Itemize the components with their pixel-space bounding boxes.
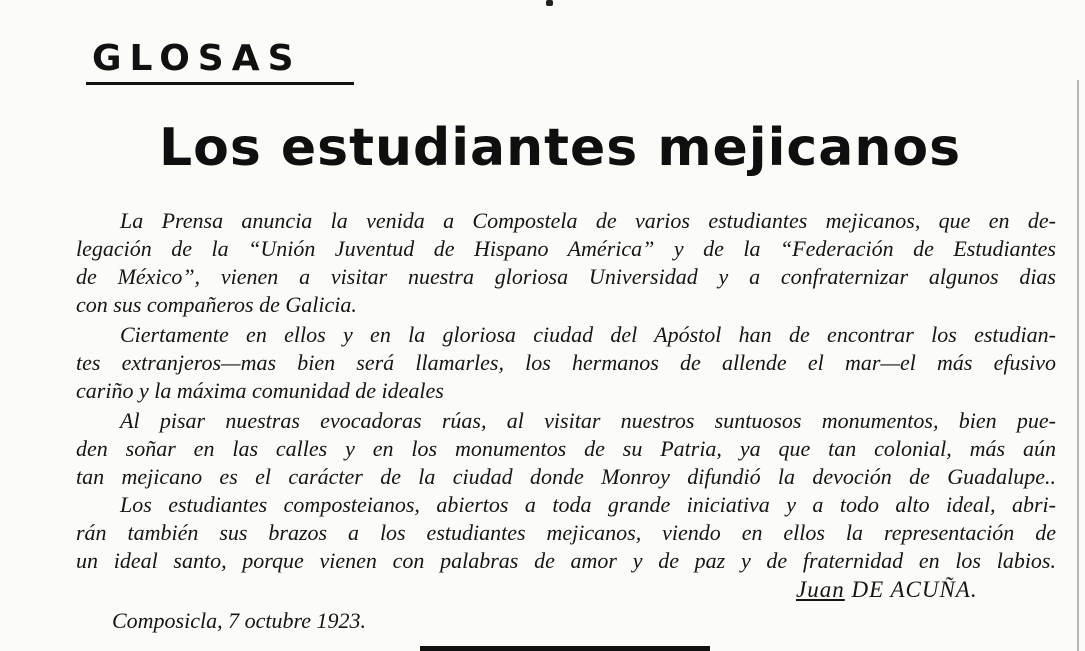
bottom-rule [420,646,710,651]
paragraph-line: Al pisar nuestras evocadoras rúas, al visitar nuestros suntuosos monumentos, bien pue- [120,408,1056,433]
author-last-name: DE ACUÑA. [851,577,978,602]
paragraph-line: den soñar en las calles y en los monumentos de su Patria, ya que tan colonial, más aún [76,436,1056,461]
ink-speck [546,0,553,6]
paragraph-line: tan mejicano es el carácter de la ciudad donde Monroy difundió la devoción de Guadalupe.. [76,464,1056,489]
author-first-name: Juan [796,577,845,602]
section-title: GLOSAS [92,38,302,79]
paragraph-line: Los estudiantes composteianos, abiertos a toda grande iniciativa y a todo alto ideal, abri- [120,492,1056,517]
author-signature [796,577,978,603]
section-underline [86,82,354,85]
headline: Los estudiantes mejicanos [158,118,962,178]
paragraph-line: un ideal santo, porque vienen con palabras de amor y de paz y de fraternidad en los labios. [76,548,1056,573]
paragraph-line: La Prensa anuncia la venida a Compostela de varios estudiantes mejicanos, que en de- [120,208,1056,233]
paragraph-line: rán también sus brazos a los estudiantes mejicanos, viendo en ellos la representación de [76,520,1056,545]
dateline: Composicla, 7 octubre 1923. [112,608,366,633]
paragraph-line: legación de la “Unión Juventud de Hispano América” y de la “Federación de Estudiantes [76,236,1056,261]
paragraph-line: Ciertamente en ellos y en la gloriosa ciudad del Apóstol han de encontrar los estudian- [120,322,1056,347]
paragraph-line: de México”, vienen a visitar nuestra gloriosa Universidad y a confraternizar algunos dias [76,264,1056,289]
paragraph-line: tes extranjeros—mas bien será llamarles, los hermanos de allende el mar—el más efusivo [76,350,1056,375]
paragraph-line: con sus compañeros de Galicia. [76,292,357,317]
paragraph-line: cariño y la máxima comunidad de ideales [76,378,444,403]
